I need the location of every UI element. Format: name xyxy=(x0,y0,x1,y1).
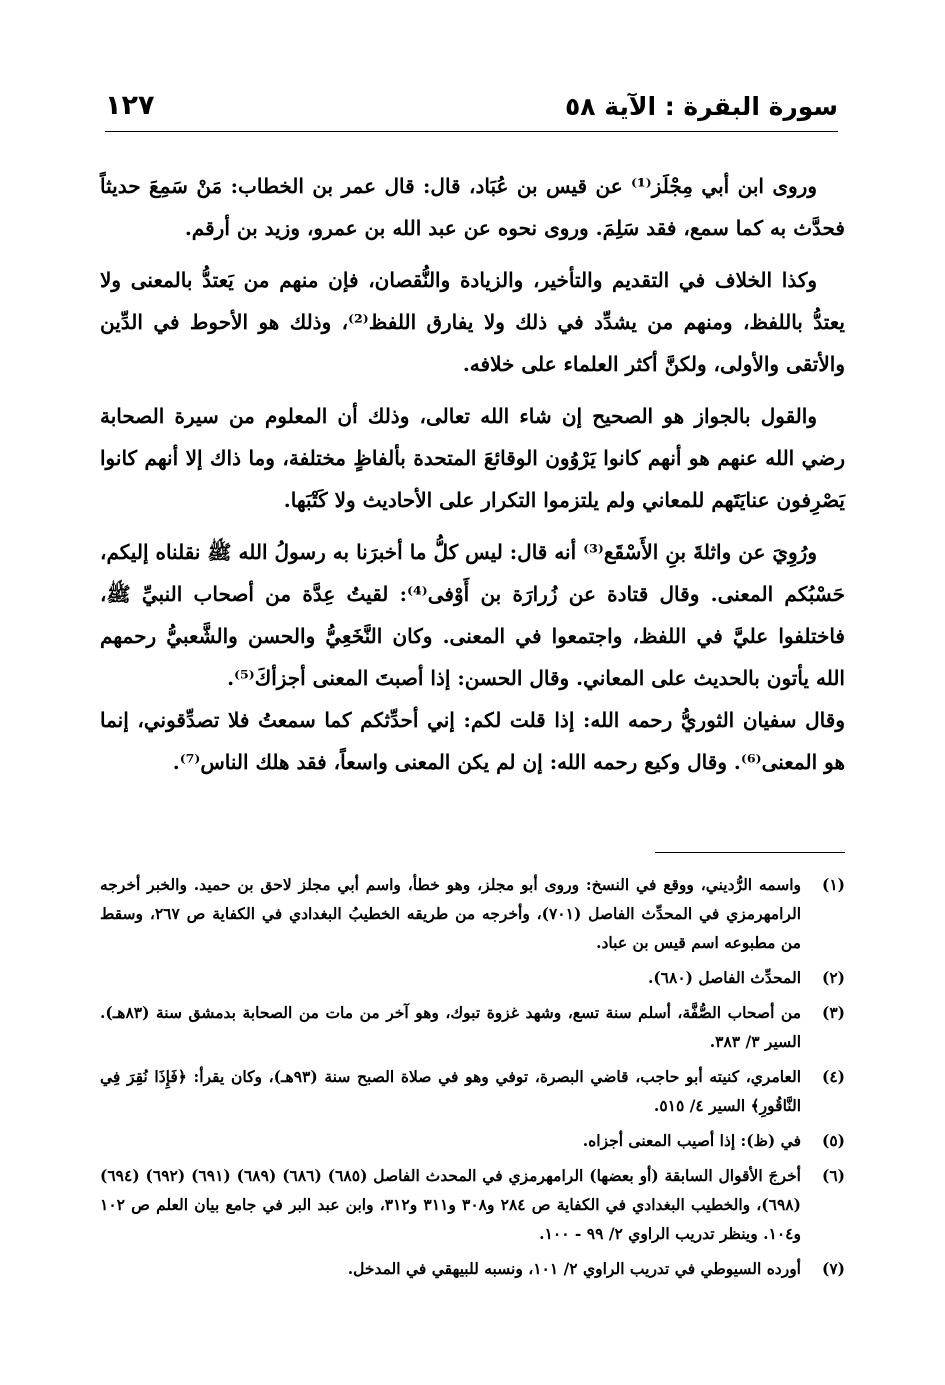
paragraph: ورُوِيَ عن واثلةَ بنِ الأَسْقَع⁽³⁾ أنه قال: ليس كلُّ ما أخبرَنا به رسولُ الله ﷺ نقلناه إليكم، حَسْبُكم المعنى. وقال قتادة عن زُرارَة بن أَوْفى⁽⁴⁾: لقيتُ عِدَّة من أصحاب النبيِّ ﷺ، فاختلفوا عليَّ في اللفظ، واجتمعوا في المعنى. وكان النَّخَعِيُّ والحسن والشَّعبيُّ رحمهم الله يأتون بالحديث على المعاني. وقال الحسن: إذا أصبتَ المعنى أجزأكَ⁽⁵⁾. xyxy=(100,540,845,690)
header-title: سورة البقرة : الآية ٥٨ xyxy=(565,92,838,121)
running-header xyxy=(105,88,838,134)
footnote-text: في (ظ): إذا أصيب المعنى أجزاه. xyxy=(582,1131,801,1150)
footnote xyxy=(100,1126,845,1155)
footnote-number: (٦) xyxy=(821,1166,845,1185)
paragraph: وروى ابن أبي مِجْلَز⁽¹⁾ عن قيس بن عُبَاد، قال: قال عمر بن الخطاب: مَنْ سَمِعَ حديثاً فحدَّث به كما سمع، فقد سَلِمَ. وروى نحوه عن عبد الله بن عمرو، وزيد بن أرقم. xyxy=(100,174,845,240)
footnote-number: (٤) xyxy=(821,1067,845,1086)
footnote-text: أورده السيوطي في تدريب الراوي ٢/ ١٠١، ونسبه للبيهقي في المدخل. xyxy=(347,1259,801,1278)
paragraph: وقال سفيان الثوريُّ رحمه الله: إذا قلت لكم: إني أحدِّثكم كما سمعتُ فلا تصدِّقوني، إنما هو المعنى⁽⁶⁾. وقال وكيع رحمه الله: إن لم يكن المعنى واسعاً، فقد هلك الناس⁽⁷⁾. xyxy=(100,708,845,774)
footnote xyxy=(100,1062,845,1120)
footnote xyxy=(100,963,845,992)
footnote xyxy=(100,870,845,957)
footnote xyxy=(100,1161,845,1248)
footnote xyxy=(100,1254,845,1283)
footnote-text: واسمه الرُّديني، ووقع في النسخ: وروى أبو مجلز، وهو خطأ، واسم أبي مجلز لاحق بن حميد. والخبر أخرجه الرامهرمزي في المحدِّث الفاصل (٧٠١)، وأخرجه من طريقه الخطيبُ البغدادي في الكفاية ص ٢٦٧، وسقط من مطبوعه اسم قيس بن عباد. xyxy=(100,875,801,952)
footnote-text: العامري، كنيته أبو حاجب، قاضي البصرة، توفي وهو في صلاة الصبح سنة (٩٣هـ)، وكان يقرأ: ﴿فَإِذَا نُقِرَ فِي النَّاقُورِ﴾ السير ٤/ ٥١٥. xyxy=(100,1067,801,1115)
paragraph: والقول بالجواز هو الصحيح إن شاء الله تعالى، وذلك أن المعلوم من سيرة الصحابة رضي الله عنهم هو أنهم كانوا يَرْوُون الوقائعَ المتحدة بألفاظٍ مختلفة، وما ذاك إلا أنهم كانوا يَصْرِفون عنايَتَهم للمعاني ولم يلتزموا التكرار على الأحاديث ولا كَتْبَها. xyxy=(100,404,845,512)
footnote-number: (٢) xyxy=(821,968,845,987)
page-number: ١٢٧ xyxy=(105,90,155,121)
footnote-number: (٣) xyxy=(821,1003,845,1022)
footnotes xyxy=(100,870,845,1289)
footnote-number: (١) xyxy=(821,875,845,894)
footnote-number: (٥) xyxy=(821,1131,845,1150)
paragraph: وكذا الخلاف في التقديم والتأخير، والزيادة والنُّقصان، فإن منهم من يَعتدُّ بالمعنى ولا يعتدُّ باللفظ، ومنهم من يشدِّد في ذلك ولا يفارق اللفظ⁽²⁾، وذلك هو الأحوط في الدِّين والأتقى والأولى، ولكنَّ أكثر العلماء على خلافه. xyxy=(100,268,845,376)
main-text xyxy=(100,165,845,783)
footnote-number: (٧) xyxy=(821,1259,845,1278)
footnote-separator xyxy=(655,852,845,853)
footnote-text: المحدِّث الفاصل (٦٨٠). xyxy=(647,968,801,987)
footnote xyxy=(100,998,845,1056)
header-rule xyxy=(105,131,838,132)
footnote-text: أخرجَ الأقوال السابقة (أو بعضها) الرامهرمزي في المحدث الفاصل (٦٨٥) (٦٨٦) (٦٨٩) (٦٩١) (٦٩٢) (٦٩٤) (٦٩٨)، والخطيب البغدادي في الكفاية ص ٢٨٤ و٣٠٨ و٣١١ و٣١٢، وابن عبد البر في جامع بيان العلم ص ١٠٢ و١٠٤. وينظر تدريب الراوي ٢/ ٩٩ - ١٠٠. xyxy=(100,1166,801,1243)
footnote-text: من أصحاب الصُّفَّة، أسلم سنة تسع، وشهد غزوة تبوك، وهو آخر من مات من الصحابة بدمشق سنة (٨٣هـ). السير ٣/ ٣٨٣. xyxy=(100,1003,801,1051)
